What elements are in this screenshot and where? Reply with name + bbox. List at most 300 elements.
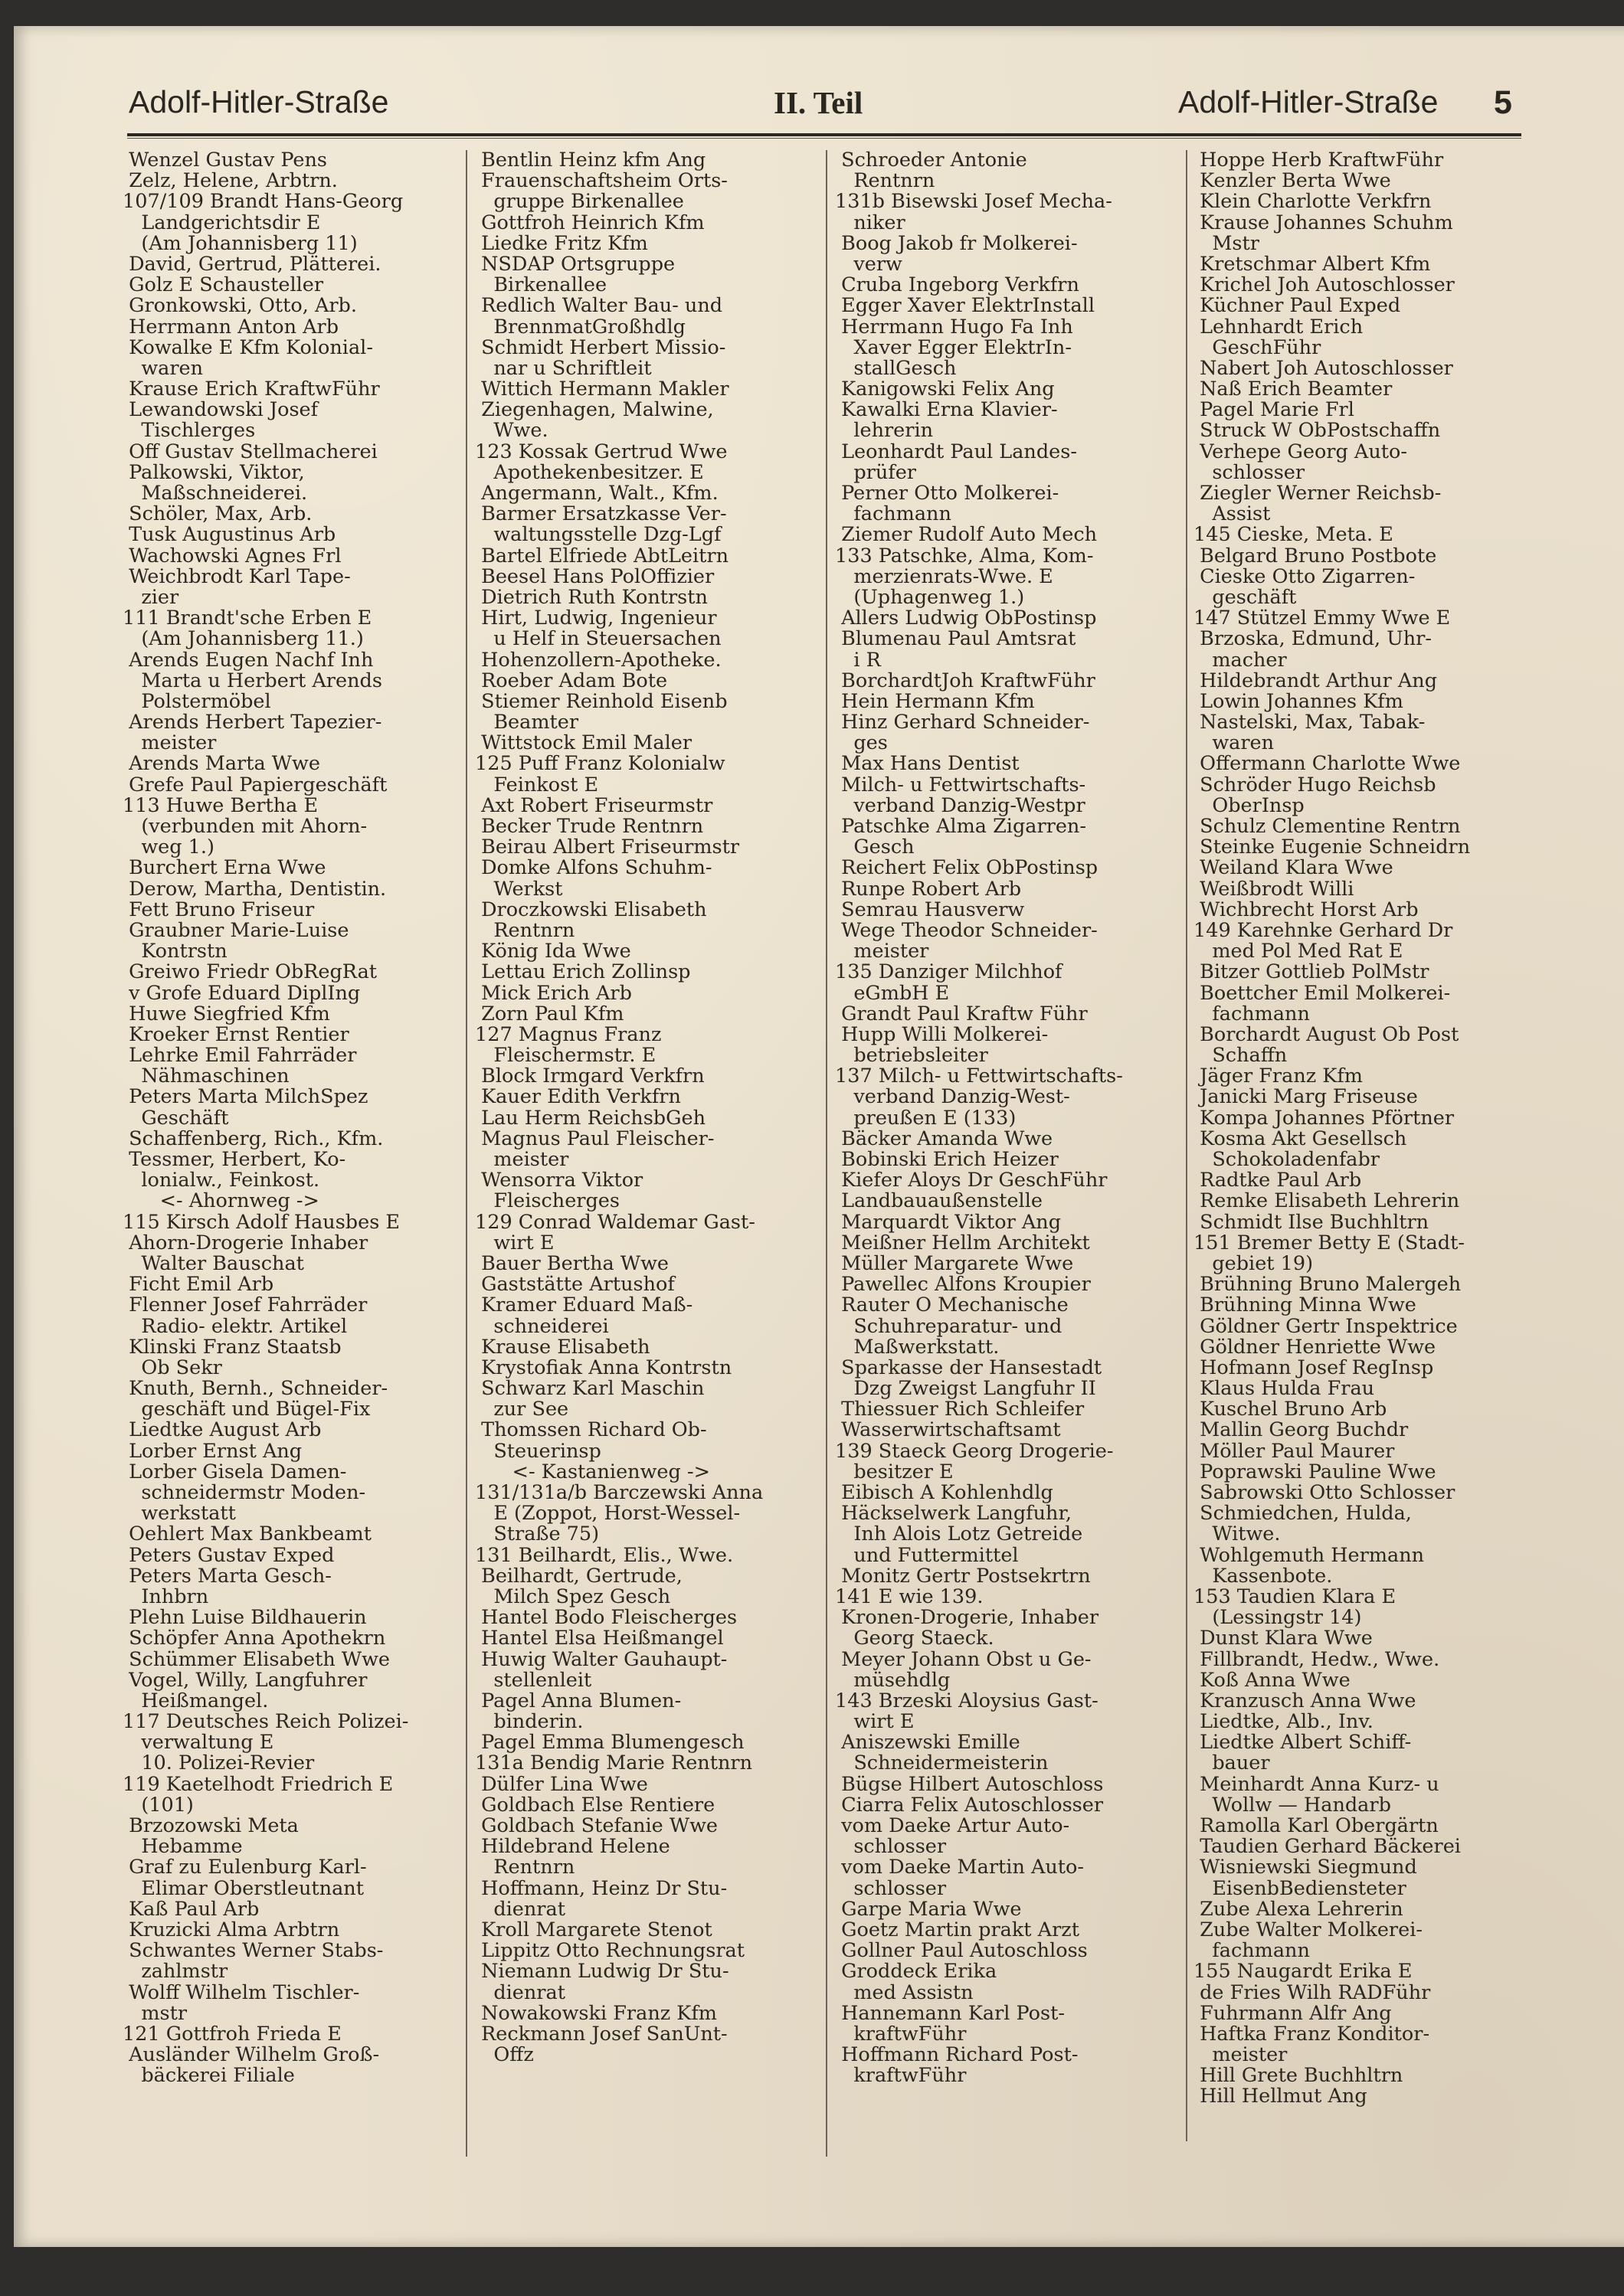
- directory-line: Schulz Clementine Rentrn: [1193, 815, 1461, 838]
- directory-line: Klein Charlotte Verkfrn: [1193, 190, 1432, 214]
- directory-line: Göldner Gertr Inspektrice: [1193, 1314, 1458, 1338]
- directory-line: med Assistn: [835, 1980, 974, 2004]
- directory-line: Kroll Margarete Stenot: [475, 1918, 712, 1941]
- directory-line: Bitzer Gottlieb PolMstr: [1193, 960, 1429, 984]
- directory-line: Müller Margarete Wwe: [835, 1251, 1074, 1275]
- directory-line: Lehrke Emil Fahrräder: [123, 1044, 357, 1068]
- directory-line: Maßwerkstatt.: [835, 1335, 1000, 1359]
- directory-line: Milch- u Fettwirtschafts-: [835, 773, 1086, 796]
- directory-line: (verbunden mit Ahorn-: [123, 815, 368, 838]
- directory-line: de Fries Wilh RADFühr: [1193, 1980, 1431, 2004]
- directory-line: Göldner Henriette Wwe: [1193, 1335, 1436, 1359]
- directory-line: Grefe Paul Papiergeschäft: [123, 773, 388, 796]
- directory-line: Schöler, Max, Arb.: [123, 502, 313, 526]
- directory-line: Groddeck Erika: [835, 1960, 997, 1984]
- directory-line: (Am Johannisberg 11): [123, 231, 358, 255]
- directory-line: Jäger Franz Kfm: [1193, 1065, 1363, 1088]
- directory-line: stallGesch: [835, 356, 957, 380]
- directory-line: Redlich Walter Bau- und: [475, 294, 723, 318]
- directory-line: Pagel Emma Blumengesch: [475, 1731, 745, 1755]
- directory-line: Wollw — Handarb: [1193, 1793, 1391, 1817]
- directory-line: 153 Taudien Klara E: [1193, 1585, 1396, 1608]
- directory-line: (Lessingstr 14): [1193, 1606, 1362, 1630]
- directory-line: zur See: [475, 1398, 569, 1421]
- directory-line: Tessmer, Herbert, Ko-: [123, 1148, 346, 1171]
- directory-line: Bauer Bertha Wwe: [475, 1251, 669, 1275]
- directory-line: Schroeder Antonie: [835, 150, 1027, 172]
- directory-line: Ficht Emil Arb: [123, 1273, 274, 1297]
- directory-line: ges: [835, 731, 888, 755]
- directory-line: 111 Brandt'sche Erben E: [123, 607, 372, 630]
- directory-line: Derow, Martha, Dentistin.: [123, 877, 387, 901]
- directory-line: Niemann Ludwig Dr Stu-: [475, 1960, 729, 1984]
- directory-line: zier: [123, 585, 179, 609]
- directory-line: Maßschneiderei.: [123, 482, 308, 505]
- directory-line: Axt Robert Friseurmstr: [475, 793, 713, 817]
- directory-line: Semrau Hausverw: [835, 898, 1025, 921]
- directory-line: Hantel Elsa Heißmangel: [475, 1627, 724, 1650]
- directory-line: 125 Puff Franz Kolonialw: [475, 752, 725, 776]
- directory-line: schlosser: [835, 1876, 947, 1900]
- directory-line: Vogel, Willy, Langfuhrer: [123, 1668, 368, 1692]
- directory-line: 139 Staeck Georg Drogerie-: [835, 1439, 1114, 1463]
- directory-line: Tusk Augustinus Arb: [123, 523, 336, 547]
- directory-line: besitzer E: [835, 1460, 954, 1483]
- directory-line: Gaststätte Artushof: [475, 1273, 675, 1297]
- directory-line: i R: [835, 648, 881, 672]
- directory-line: Off Gustav Stellmacherei: [123, 440, 378, 463]
- directory-line: Brühning Minna Wwe: [1193, 1294, 1416, 1317]
- directory-line: verw: [835, 252, 902, 276]
- directory-column-3: [835, 150, 1180, 2203]
- directory-line: Rauter O Mechanische: [835, 1294, 1069, 1317]
- header-rule-thin: [127, 138, 1521, 139]
- directory-line: meister: [1193, 2043, 1288, 2067]
- header-rule: [127, 133, 1521, 136]
- directory-line: Garpe Maria Wwe: [835, 1897, 1022, 1921]
- directory-line: Ciarra Felix Autoschlosser: [835, 1793, 1104, 1817]
- directory-line: Huwe Siegfried Kfm: [123, 1002, 330, 1025]
- directory-line: Schokoladenfabr: [1193, 1148, 1380, 1171]
- directory-line: betriebsleiter: [835, 1044, 988, 1068]
- directory-line: Peters Gustav Exped: [123, 1543, 335, 1567]
- directory-line: Zube Alexa Lehrerin: [1193, 1897, 1403, 1921]
- directory-line: E (Zoppot, Horst-Wessel-: [475, 1502, 741, 1526]
- directory-line: Struck W ObPostschaffn: [1193, 419, 1441, 443]
- directory-line: Zube Walter Molkerei-: [1193, 1918, 1423, 1941]
- directory-line: prüfer: [835, 460, 916, 484]
- directory-line: Weichbrodt Karl Tape-: [123, 564, 351, 588]
- directory-line: Beesel Hans PolOffizier: [475, 564, 715, 588]
- column-divider: [466, 150, 467, 2157]
- directory-line: macher: [1193, 648, 1287, 672]
- directory-line: Goldbach Stefanie Wwe: [475, 1814, 718, 1837]
- directory-line: Oehlert Max Bankbeamt: [123, 1522, 372, 1546]
- directory-line: Liedtke August Arb: [123, 1418, 322, 1442]
- directory-line: 131b Bisewski Josef Mecha-: [835, 190, 1112, 214]
- directory-line: Ramolla Karl Obergärtn: [1193, 1814, 1439, 1837]
- directory-line: Hebamme: [123, 1835, 243, 1859]
- directory-line: 149 Karehnke Gerhard Dr: [1193, 918, 1453, 942]
- directory-line: schneidermstr Moden-: [123, 1481, 366, 1504]
- directory-line: Roeber Adam Bote: [475, 669, 668, 692]
- directory-line: Blumenau Paul Amtsrat: [835, 627, 1076, 651]
- directory-line: Boettcher Emil Molkerei-: [1193, 981, 1451, 1005]
- directory-line: Thomssen Richard Ob-: [475, 1418, 707, 1442]
- directory-line: Mallin Georg Buchdr: [1193, 1418, 1409, 1442]
- directory-line: Schaffenberg, Rich., Kfm.: [123, 1127, 384, 1150]
- directory-line: Nähmaschinen: [123, 1065, 290, 1088]
- directory-line: dienrat: [475, 1980, 565, 2004]
- directory-line: Hoffmann, Heinz Dr Stu-: [475, 1876, 728, 1900]
- directory-line: Rentnrn: [475, 918, 575, 942]
- directory-line: Kauer Edith Verkfrn: [475, 1085, 681, 1109]
- directory-line: Peters Marta Gesch-: [123, 1564, 332, 1588]
- directory-line: Hofmann Josef RegInsp: [1193, 1356, 1434, 1379]
- directory-line: 113 Huwe Bertha E: [123, 793, 319, 817]
- directory-line: Ziegenhagen, Malwine,: [475, 398, 714, 422]
- directory-line: Kanigowski Felix Ang: [835, 378, 1055, 401]
- directory-line: Wege Theodor Schneider-: [835, 918, 1098, 942]
- directory-line: Gesch: [835, 836, 915, 859]
- directory-line: Sparkasse der Hansestadt: [835, 1356, 1102, 1379]
- directory-line: Runpe Robert Arb: [835, 877, 1022, 901]
- directory-line: zahlmstr: [123, 1960, 228, 1984]
- directory-line: Herrmann Hugo Fa Inh: [835, 315, 1073, 339]
- directory-line: verwaltung E: [123, 1731, 274, 1755]
- directory-line: Becker Trude Rentnrn: [475, 815, 704, 838]
- directory-line: Dülfer Lina Wwe: [475, 1772, 648, 1796]
- directory-line: Allers Ludwig ObPostinsp: [835, 607, 1097, 630]
- directory-line: Wasserwirtschaftsamt: [835, 1418, 1061, 1442]
- directory-line: fachmann: [1193, 1939, 1310, 1963]
- directory-line: Klaus Hulda Frau: [1193, 1377, 1375, 1401]
- directory-line: 151 Bremer Betty E (Stadt-: [1193, 1231, 1465, 1254]
- directory-line: Kranzusch Anna Wwe: [1193, 1689, 1416, 1712]
- directory-line: Hannemann Karl Post-: [835, 2001, 1065, 2025]
- directory-line: Lettau Erich Zollinsp: [475, 960, 691, 984]
- directory-line: Sabrowski Otto Schlosser: [1193, 1481, 1455, 1504]
- directory-line: waren: [1193, 731, 1275, 755]
- directory-line: lehrerin: [835, 419, 934, 443]
- directory-line: gruppe Birkenallee: [475, 190, 684, 214]
- directory-column-4: [1193, 150, 1538, 2203]
- directory-line: Borchardt August Ob Post: [1193, 1022, 1459, 1046]
- directory-line: Frauenschaftsheim Orts-: [475, 169, 728, 193]
- directory-line: Nabert Joh Autoschlosser: [1193, 356, 1453, 380]
- directory-line: Block Irmgard Verkfrn: [475, 1065, 705, 1088]
- directory-line: 115 Kirsch Adolf Hausbes E: [123, 1210, 401, 1234]
- directory-line: Rentnrn: [475, 1856, 575, 1879]
- directory-line: Steuerinsp: [475, 1439, 601, 1463]
- directory-line: nar u Schriftleit: [475, 356, 652, 380]
- directory-line: Haftka Franz Konditor-: [1193, 2022, 1430, 2046]
- directory-line: Graubner Marie-Luise: [123, 918, 349, 942]
- directory-line: Schmiedchen, Hulda,: [1193, 1502, 1412, 1526]
- directory-column-1: [123, 150, 460, 2203]
- directory-line: Cieske Otto Zigarren-: [1193, 564, 1416, 588]
- directory-line: Flenner Josef Fahrräder: [123, 1294, 368, 1317]
- directory-line: Palkowski, Viktor,: [123, 460, 305, 484]
- directory-line: schlosser: [835, 1835, 947, 1859]
- directory-line: Hildebrandt Arthur Ang: [1193, 669, 1438, 692]
- directory-line: 129 Conrad Waldemar Gast-: [475, 1210, 755, 1234]
- directory-line: 133 Patschke, Alma, Kom-: [835, 544, 1094, 567]
- directory-line: (Uphagenweg 1.): [835, 585, 1025, 609]
- directory-line: geschäft und Bügel-Fix: [123, 1398, 371, 1421]
- directory-line: Kramer Eduard Maß-: [475, 1294, 693, 1317]
- directory-line: Offz: [475, 2043, 534, 2067]
- directory-line: Fleischerges: [475, 1189, 620, 1213]
- directory-line: 117 Deutsches Reich Polizei-: [123, 1710, 409, 1734]
- directory-line: Hirt, Ludwig, Ingenieur: [475, 607, 717, 630]
- directory-line: Fuhrmann Alfr Ang: [1193, 2001, 1392, 2025]
- directory-line: Wolff Wilhelm Tischler-: [123, 1980, 360, 2004]
- directory-line: Hein Hermann Kfm: [835, 689, 1035, 713]
- directory-line: Kontrstn: [123, 940, 228, 963]
- directory-line: Taudien Gerhard Bäckerei: [1193, 1835, 1461, 1859]
- directory-line: Schaffn: [1193, 1044, 1288, 1068]
- directory-line: vom Daeke Artur Auto-: [835, 1814, 1070, 1837]
- directory-line: Kruzicki Alma Arbtrn: [123, 1918, 340, 1941]
- directory-line: Fleischermstr. E: [475, 1044, 656, 1068]
- directory-line: Bartel Elfriede AbtLeitrn: [475, 544, 729, 567]
- directory-line: Marquardt Viktor Ang: [835, 1210, 1062, 1234]
- directory-line: 155 Naugardt Erika E: [1193, 1960, 1413, 1984]
- directory-line: merzienrats-Wwe. E: [835, 564, 1053, 588]
- directory-line: Feinkost E: [475, 773, 599, 796]
- directory-line: Hoffmann Richard Post-: [835, 2043, 1079, 2067]
- directory-line: Krause Johannes Schuhm: [1193, 211, 1453, 234]
- directory-line: Häckselwerk Langfuhr,: [835, 1502, 1072, 1526]
- directory-line: Cruba Ingeborg Verkfrn: [835, 273, 1079, 297]
- directory-line: Kroeker Ernst Rentier: [123, 1022, 349, 1046]
- directory-line: Gottfroh Heinrich Kfm: [475, 211, 705, 234]
- directory-line: Verhepe Georg Auto-: [1193, 440, 1407, 463]
- directory-line: Kassenbote.: [1193, 1564, 1333, 1588]
- directory-line: Birkenallee: [475, 273, 607, 297]
- directory-column-2: [475, 150, 820, 2203]
- directory-line: Inh Alois Lotz Getreide: [835, 1522, 1083, 1546]
- directory-line: OberInsp: [1193, 793, 1305, 817]
- directory-line: 145 Cieske, Meta. E: [1193, 523, 1393, 547]
- directory-line: Meißner Hellm Architekt: [835, 1231, 1090, 1254]
- directory-line: Dietrich Ruth Kontrstn: [475, 585, 708, 609]
- directory-line: Bentlin Heinz kfm Ang: [475, 150, 706, 172]
- directory-line: Lowin Johannes Kfm: [1193, 689, 1403, 713]
- directory-line: Lorber Gisela Damen-: [123, 1460, 347, 1483]
- directory-line: 135 Danziger Milchhof: [835, 960, 1062, 984]
- directory-line: Goldbach Else Rentiere: [475, 1793, 715, 1817]
- directory-line: Eibisch A Kohlenhdlg: [835, 1481, 1053, 1504]
- directory-line: Droczkowski Elisabeth: [475, 898, 707, 921]
- directory-line: dienrat: [475, 1897, 565, 1921]
- directory-line: verband Danzig-West-: [835, 1085, 1070, 1109]
- directory-line: Schwarz Karl Maschin: [475, 1377, 705, 1401]
- directory-line: fachmann: [1193, 1002, 1310, 1025]
- directory-line: Ziegler Werner Reichsb-: [1193, 482, 1442, 505]
- directory-line: Milch Spez Gesch: [475, 1585, 671, 1608]
- directory-line: Patschke Alma Zigarren-: [835, 815, 1086, 838]
- directory-line: mstr: [123, 2001, 188, 2025]
- directory-line: Weißbrodt Willi: [1193, 877, 1354, 901]
- directory-line: Angermann, Walt., Kfm.: [475, 482, 719, 505]
- directory-line: Pagel Anna Blumen-: [475, 1689, 682, 1712]
- directory-line: Brzoska, Edmund, Uhr-: [1193, 627, 1432, 651]
- directory-line: Liedtke Albert Schiff-: [1193, 1731, 1412, 1755]
- directory-line: Schuhreparatur- und: [835, 1314, 1062, 1338]
- directory-line: eGmbH E: [835, 981, 950, 1005]
- running-header-right: Adolf-Hitler-Straße: [1178, 84, 1439, 119]
- directory-line: 131/131a/b Barczewski Anna: [475, 1481, 764, 1504]
- directory-line: 121 Gottfroh Frieda E: [123, 2022, 342, 2046]
- directory-line: Straße 75): [475, 1522, 600, 1546]
- directory-line: Wichbrecht Horst Arb: [1193, 898, 1419, 921]
- directory-line: Bügse Hilbert Autoschloss: [835, 1772, 1104, 1796]
- directory-line: Arends Marta Wwe: [123, 752, 320, 776]
- directory-line: Lau Herm ReichsbGeh: [475, 1106, 706, 1130]
- directory-line: 10. Polizei-Revier: [123, 1751, 315, 1775]
- directory-line: Gronkowski, Otto, Arb.: [123, 294, 357, 318]
- directory-line: Burchert Erna Wwe: [123, 856, 326, 880]
- directory-line: stellenleit: [475, 1668, 592, 1692]
- directory-line: 131 Beilhardt, Elis., Wwe.: [475, 1543, 734, 1567]
- directory-line: Koß Anna Wwe: [1193, 1668, 1351, 1692]
- directory-line: Krichel Joh Autoschlosser: [1193, 273, 1455, 297]
- directory-line: Hill Grete Buchhltrn: [1193, 2064, 1403, 2088]
- directory-line: 147 Stützel Emmy Wwe E: [1193, 607, 1451, 630]
- directory-line: Hupp Willi Molkerei-: [835, 1022, 1049, 1046]
- directory-line: v Grofe Eduard DiplIng: [123, 981, 361, 1005]
- directory-line: Ausländer Wilhelm Groß-: [123, 2043, 380, 2067]
- directory-line: Hildebrand Helene: [475, 1835, 670, 1859]
- directory-line: waren: [123, 356, 204, 380]
- directory-line: Kawalki Erna Klavier-: [835, 398, 1058, 422]
- directory-line: Liedtke, Alb., Inv.: [1193, 1710, 1374, 1734]
- directory-line: Elimar Oberstleutnant: [123, 1876, 364, 1900]
- directory-line: Meyer Johann Obst u Ge-: [835, 1647, 1092, 1671]
- directory-line: Max Hans Dentist: [835, 752, 1020, 776]
- directory-line: Lorber Ernst Ang: [123, 1439, 303, 1463]
- directory-line: Möller Paul Maurer: [1193, 1439, 1395, 1463]
- directory-line: Küchner Paul Exped: [1193, 294, 1401, 318]
- directory-line: Domke Alfons Schuhm-: [475, 856, 712, 880]
- directory-line: Thiessuer Rich Schleifer: [835, 1398, 1085, 1421]
- directory-line: Huwig Walter Gauhaupt-: [475, 1647, 728, 1671]
- directory-line: Poprawski Pauline Wwe: [1193, 1460, 1436, 1483]
- directory-line: Gollner Paul Autoschloss: [835, 1939, 1088, 1963]
- directory-line: Apothekenbesitzer. E: [475, 460, 704, 484]
- directory-line: 131a Bendig Marie Rentnrn: [475, 1751, 752, 1775]
- directory-line: Schwantes Werner Stabs-: [123, 1939, 384, 1963]
- directory-line: Mstr: [1193, 231, 1259, 255]
- directory-line: Meinhardt Anna Kurz- u: [1193, 1772, 1439, 1796]
- directory-line: Lewandowski Josef: [123, 398, 319, 422]
- directory-line: meister: [475, 1148, 569, 1171]
- directory-line: Rentnrn: [835, 169, 935, 193]
- directory-line: 143 Brzeski Aloysius Gast-: [835, 1689, 1098, 1712]
- directory-line: Peters Marta MilchSpez: [123, 1085, 368, 1109]
- directory-line: Nastelski, Max, Tabak-: [1193, 711, 1426, 734]
- directory-line: David, Gertrud, Plätterei.: [123, 252, 381, 276]
- directory-line: Dzg Zweigst Langfuhr II: [835, 1377, 1096, 1401]
- directory-line: Wwe.: [475, 419, 548, 443]
- directory-line: Walter Bauschat: [123, 1251, 304, 1275]
- directory-line: Assist: [1193, 502, 1271, 526]
- directory-line: kraftwFühr: [835, 2022, 967, 2046]
- directory-line: Greiwo Friedr ObRegRat: [123, 960, 378, 984]
- directory-line: Kompa Johannes Pförtner: [1193, 1106, 1455, 1130]
- directory-line: Arends Herbert Tapezier-: [123, 711, 382, 734]
- directory-line: Wensorra Viktor: [475, 1169, 643, 1192]
- directory-line: Stiemer Reinhold Eisenb: [475, 689, 728, 713]
- directory-line: vom Daeke Martin Auto-: [835, 1856, 1085, 1879]
- directory-line: Herrmann Anton Arb: [123, 315, 339, 339]
- directory-line: 127 Magnus Franz: [475, 1022, 662, 1046]
- directory-line: Nowakowski Franz Kfm: [475, 2001, 717, 2025]
- directory-line: fachmann: [835, 502, 951, 526]
- directory-line: Klinski Franz Staatsb: [123, 1335, 342, 1359]
- directory-line: Perner Otto Molkerei-: [835, 482, 1059, 505]
- directory-line: Monitz Gertr Postsekrtrn: [835, 1564, 1091, 1588]
- directory-line: Steinke Eugenie Schneidrn: [1193, 836, 1471, 859]
- directory-line: Graf zu Eulenburg Karl-: [123, 1856, 367, 1879]
- directory-line: Offermann Charlotte Wwe: [1193, 752, 1461, 776]
- directory-line: kraftwFühr: [835, 2064, 967, 2088]
- directory-line: meister: [835, 940, 929, 963]
- directory-line: <- Kastanienweg ->: [475, 1460, 710, 1483]
- directory-line: BrennmatGroßhdlg: [475, 315, 686, 339]
- directory-line: Kenzler Berta Wwe: [1193, 169, 1391, 193]
- directory-line: Brühning Bruno Malergeh: [1193, 1273, 1462, 1297]
- directory-line: Kiefer Aloys Dr GeschFühr: [835, 1169, 1108, 1192]
- directory-line: Pagel Marie Frl: [1193, 398, 1354, 422]
- directory-line: Reichert Felix ObPostinsp: [835, 856, 1098, 880]
- directory-line: Pawellec Alfons Kroupier: [835, 1273, 1091, 1297]
- directory-line: Egger Xaver ElektrInstall: [835, 294, 1095, 318]
- directory-line: 123 Kossak Gertrud Wwe: [475, 440, 728, 463]
- directory-line: Liedke Fritz Kfm: [475, 231, 648, 255]
- directory-line: geschäft: [1193, 585, 1297, 609]
- directory-line: med Pol Med Rat E: [1193, 940, 1403, 963]
- directory-line: Ziemer Rudolf Auto Mech: [835, 523, 1098, 547]
- directory-line: Aniszewski Emille: [835, 1731, 1020, 1755]
- directory-line: Schröder Hugo Reichsb: [1193, 773, 1436, 796]
- directory-line: Radio- elektr. Artikel: [123, 1314, 348, 1338]
- directory-line: EisenbBediensteter: [1193, 1876, 1406, 1900]
- directory-line: Reckmann Josef SanUnt-: [475, 2022, 728, 2046]
- directory-line: Golz E Schausteller: [123, 273, 324, 297]
- directory-line: lonialw., Feinkost.: [123, 1169, 320, 1192]
- directory-line: Leonhardt Paul Landes-: [835, 440, 1077, 463]
- directory-line: Ahorn-Drogerie Inhaber: [123, 1231, 368, 1254]
- directory-line: wirt E: [835, 1710, 915, 1734]
- directory-line: Bobinski Erich Heizer: [835, 1148, 1059, 1171]
- directory-line: (101): [123, 1793, 194, 1817]
- directory-line: Goetz Martin prakt Arzt: [835, 1918, 1079, 1941]
- directory-line: müsehdlg: [835, 1668, 951, 1692]
- directory-line: Schmidt Herbert Missio-: [475, 335, 726, 359]
- directory-line: Zorn Paul Kfm: [475, 1002, 624, 1025]
- directory-line: Polstermöbel: [123, 689, 271, 713]
- directory-line: Beirau Albert Friseurmstr: [475, 836, 740, 859]
- directory-line: werkstatt: [123, 1502, 236, 1526]
- running-header-left: Adolf-Hitler-Straße: [129, 84, 389, 119]
- directory-line: preußen E (133): [835, 1106, 1017, 1130]
- directory-line: BorchardtJoh KraftwFühr: [835, 669, 1095, 692]
- directory-line: Hohenzollern-Apotheke.: [475, 648, 722, 672]
- directory-line: Kowalke E Kfm Kolonial-: [123, 335, 373, 359]
